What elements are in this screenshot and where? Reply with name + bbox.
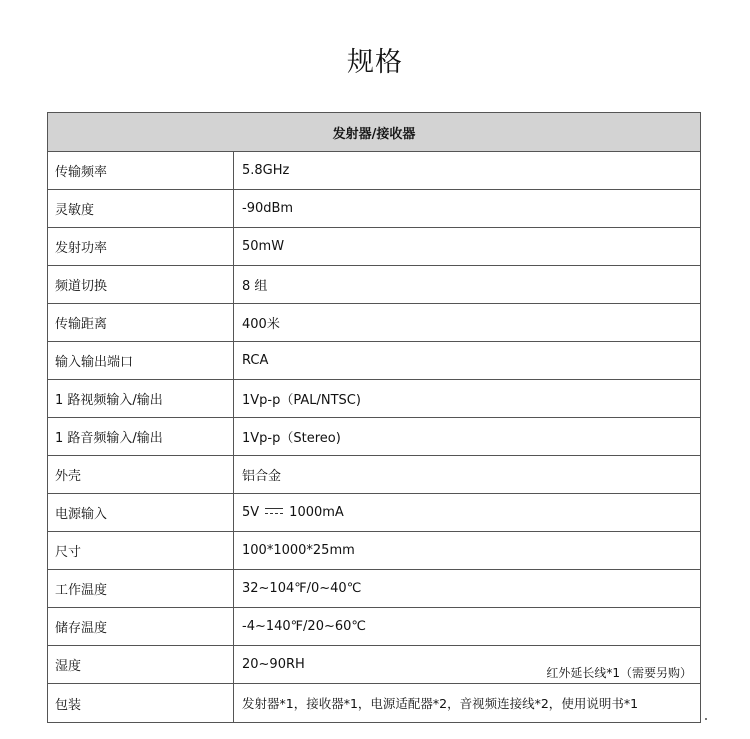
table-header: 发射器/接收器 (48, 113, 700, 152)
row-value: 1Vp-p（Stereo) (242, 431, 341, 446)
spec-table (47, 112, 701, 723)
table-row (48, 152, 700, 190)
row-value: 8 组 (242, 279, 268, 294)
row-key: 电源输入 (48, 494, 234, 531)
row-value: -4~140℉/20~60℃ (242, 619, 366, 634)
row-value: RCA (242, 353, 269, 368)
humidity-value: 20~90RH (242, 657, 305, 672)
row-key: 传输频率 (48, 152, 234, 189)
row-key: 灵敏度 (48, 190, 234, 227)
row-key: 1 路视频输入/输出 (48, 380, 234, 417)
row-key: 包装 (48, 684, 234, 722)
row-value: 100*1000*25mm (242, 543, 355, 558)
row-value: 50mW (242, 239, 285, 254)
row-value: 5.8GHz (242, 163, 290, 178)
table-row (48, 456, 700, 494)
power-voltage: 5V (242, 505, 260, 520)
row-key: 1 路音频输入/输出 (48, 418, 234, 455)
table-row (48, 342, 700, 380)
row-value (234, 494, 700, 531)
table-row (48, 304, 700, 342)
decorative-dot (705, 718, 707, 720)
table-row (48, 570, 700, 608)
table-row (48, 608, 700, 646)
table-row (48, 418, 700, 456)
table-row (48, 228, 700, 266)
row-key: 发射功率 (48, 228, 234, 265)
row-value: 1Vp-p（PAL/NTSC) (242, 393, 361, 408)
page-title: 规格 (347, 47, 403, 78)
table-row (48, 532, 700, 570)
row-key: 输入输出端口 (48, 342, 234, 379)
row-value (234, 646, 700, 683)
row-key: 工作温度 (48, 570, 234, 607)
row-value: 发射器*1，接收器*1，电源适配器*2，音视频连接线*2，使用说明书*1 (242, 696, 639, 711)
row-note: 红外延长线*1（需要另购） (546, 666, 692, 680)
row-value: 铝合金 (242, 469, 282, 484)
table-row (48, 266, 700, 304)
table-row (48, 380, 700, 418)
table-row (48, 190, 700, 228)
row-value: 32~104℉/0~40℃ (242, 581, 362, 596)
row-key: 频道切换 (48, 266, 234, 303)
row-key: 外壳 (48, 456, 234, 493)
table-row (48, 646, 700, 684)
row-value: 400米 (242, 317, 280, 332)
row-key: 湿度 (48, 646, 234, 683)
row-key: 储存温度 (48, 608, 234, 645)
dc-symbol-icon (265, 508, 283, 517)
row-key: 传输距离 (48, 304, 234, 341)
table-row (48, 684, 700, 722)
row-value: -90dBm (242, 201, 294, 216)
table-row (48, 494, 700, 532)
power-current: 1000mA (289, 505, 344, 520)
row-key: 尺寸 (48, 532, 234, 569)
